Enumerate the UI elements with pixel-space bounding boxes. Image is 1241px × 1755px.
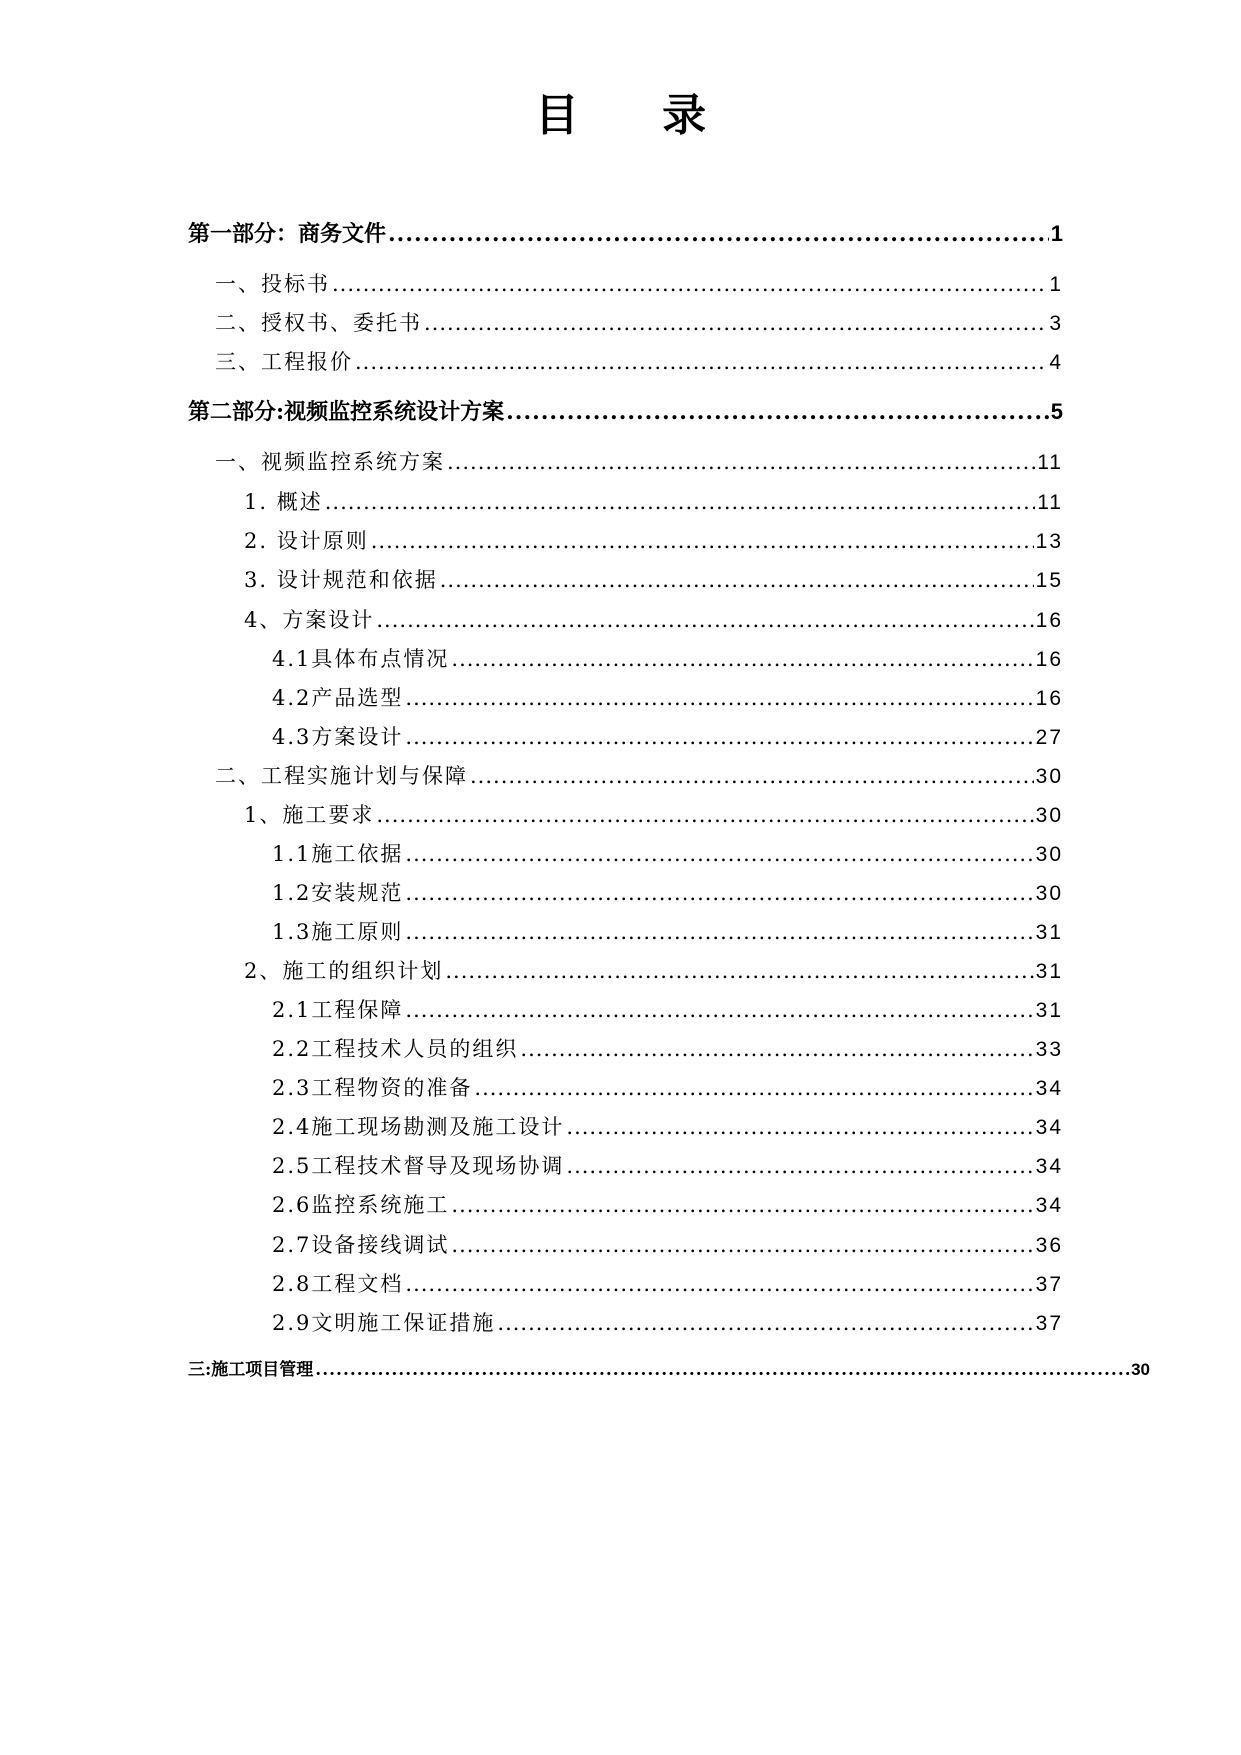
toc-entry	[188, 218, 1063, 250]
dot-leader	[405, 1268, 1033, 1300]
toc-entry-label: 1.2安装规范	[272, 881, 404, 905]
dot-leader	[445, 955, 1033, 987]
dot-leader	[506, 396, 1049, 428]
dot-leader	[474, 1072, 1033, 1104]
dot-leader	[332, 268, 1047, 300]
dot-leader	[388, 218, 1049, 250]
toc-entry-page-number: 31	[1035, 921, 1063, 944]
toc-entry-page-number: 13	[1035, 530, 1063, 553]
dot-leader	[355, 346, 1047, 378]
toc-entry-label: 三:施工项目管理	[188, 1360, 314, 1380]
toc-entry-label: 一、投标书	[215, 272, 330, 296]
dot-leader	[376, 604, 1033, 636]
toc-entry-page-number: 1	[1049, 273, 1063, 296]
toc-entry	[215, 346, 1063, 378]
toc-entry-page-number: 34	[1035, 1116, 1063, 1139]
dot-leader	[371, 525, 1034, 557]
toc-entry	[272, 1033, 1063, 1065]
toc-entry-label: 2.8工程文档	[272, 1272, 404, 1296]
dot-leader	[451, 643, 1033, 675]
toc-entry-label: 一、视频监控系统方案	[215, 450, 445, 474]
dot-leader	[440, 564, 1034, 596]
toc-entry-page-number: 30	[1035, 843, 1063, 866]
toc-entry	[215, 307, 1063, 339]
dot-leader	[470, 760, 1034, 792]
toc-entry-label: 第一部分：商务文件	[188, 221, 387, 247]
toc-entry-label: 2.6监控系统施工	[272, 1193, 450, 1217]
toc-entry-label: 二、工程实施计划与保障	[215, 764, 468, 788]
toc-entry-page-number: 15	[1035, 569, 1063, 592]
dot-leader	[405, 916, 1033, 948]
toc-entry-page-number: 31	[1035, 960, 1063, 983]
toc-entry	[272, 1268, 1063, 1300]
toc-entry-label: 2. 设计原则	[244, 529, 369, 553]
toc-entry-label: 2.5工程技术督导及现场协调	[272, 1154, 565, 1178]
toc-entry	[244, 799, 1063, 831]
toc-entry	[244, 486, 1063, 518]
toc-entry-label: 1.3施工原则	[272, 920, 404, 944]
dot-leader	[566, 1111, 1033, 1143]
toc-entry-page-number: 3	[1049, 312, 1063, 335]
dot-leader	[497, 1307, 1033, 1339]
page-title: 目 录	[534, 90, 741, 141]
toc-entry-label: 4.3方案设计	[272, 725, 404, 749]
dot-leader	[405, 682, 1033, 714]
toc-entry-label: 2.4施工现场勘测及施工设计	[272, 1115, 565, 1139]
toc-entry-label: 2.2工程技术人员的组织	[272, 1037, 519, 1061]
dot-leader	[405, 838, 1033, 870]
toc-entry-page-number: 30	[1131, 1360, 1150, 1379]
toc-entry	[244, 955, 1063, 987]
toc-entry	[244, 564, 1063, 596]
toc-entry-page-number: 16	[1035, 609, 1063, 632]
dot-leader	[451, 1229, 1033, 1261]
toc-entry	[272, 877, 1063, 909]
dot-leader	[315, 1354, 1129, 1386]
toc-entry-page-number: 33	[1035, 1038, 1063, 1061]
toc-entry	[272, 916, 1063, 948]
toc-entry	[272, 1072, 1063, 1104]
toc-entry-label: 4、方案设计	[244, 608, 375, 632]
dot-leader	[405, 877, 1033, 909]
dot-leader	[405, 994, 1033, 1026]
toc-entry	[215, 268, 1063, 300]
toc-entry-label: 1、施工要求	[244, 803, 375, 827]
toc-entry-label: 1. 概述	[244, 490, 323, 514]
toc-entry	[272, 1111, 1063, 1143]
dot-leader	[424, 307, 1047, 339]
toc-entry	[244, 604, 1063, 636]
toc-entry-label: 4.1具体布点情况	[272, 647, 450, 671]
toc-entry	[272, 1150, 1063, 1182]
toc-entry	[215, 760, 1063, 792]
dot-leader	[405, 721, 1033, 753]
toc-entry-page-number: 11	[1037, 451, 1063, 474]
toc-entry-label: 2.3工程物资的准备	[272, 1076, 473, 1100]
toc-entry-page-number: 34	[1035, 1155, 1063, 1178]
toc-entry-label: 3. 设计规范和依据	[244, 568, 438, 592]
toc-entry-page-number: 11	[1037, 491, 1063, 514]
toc-entry-page-number: 30	[1035, 882, 1063, 905]
toc-entry-page-number: 5	[1050, 399, 1063, 424]
toc-entry-label: 第二部分:视频监控系统设计方案	[188, 399, 505, 425]
toc-entry-page-number: 37	[1035, 1273, 1063, 1296]
toc-entry	[188, 1354, 1150, 1386]
toc-entry-label: 2.1工程保障	[272, 998, 404, 1022]
toc-entry-page-number: 1	[1050, 221, 1063, 246]
toc-entry	[244, 525, 1063, 557]
toc-entry-page-number: 16	[1035, 648, 1063, 671]
toc-entry-page-number: 30	[1035, 804, 1063, 827]
toc-entry-page-number: 34	[1035, 1077, 1063, 1100]
toc-entry	[272, 994, 1063, 1026]
toc-entry-page-number: 16	[1035, 687, 1063, 710]
toc-entry-label: 二、授权书、委托书	[215, 311, 422, 335]
toc-entry	[272, 1189, 1063, 1221]
toc-entry-label: 2.9文明施工保证措施	[272, 1311, 496, 1335]
toc-entry	[272, 838, 1063, 870]
toc-entry-page-number: 37	[1035, 1312, 1063, 1335]
toc-entry-label: 2、施工的组织计划	[244, 959, 444, 983]
dot-leader	[520, 1033, 1033, 1065]
toc-entry	[272, 682, 1063, 714]
toc-entry-page-number: 27	[1035, 726, 1063, 749]
toc-entry-page-number: 4	[1049, 351, 1063, 374]
toc-entry-label: 2.7设备接线调试	[272, 1233, 450, 1257]
toc-entry-page-number: 34	[1035, 1194, 1063, 1217]
dot-leader	[325, 486, 1035, 518]
toc-entry-page-number: 36	[1035, 1234, 1063, 1257]
toc-entry	[188, 396, 1063, 428]
toc-entry-page-number: 30	[1035, 765, 1063, 788]
dot-leader	[447, 446, 1035, 478]
dot-leader	[566, 1150, 1033, 1182]
dot-leader	[376, 799, 1033, 831]
toc-entry	[272, 643, 1063, 675]
toc-entry	[272, 721, 1063, 753]
toc-entry-label: 1.1施工依据	[272, 842, 404, 866]
toc-entry-label: 三、工程报价	[215, 350, 353, 374]
toc-entry	[272, 1229, 1063, 1261]
toc-entry	[215, 446, 1063, 478]
dot-leader	[451, 1189, 1033, 1221]
toc-entry-label: 4.2产品选型	[272, 686, 404, 710]
toc-entry-page-number: 31	[1035, 999, 1063, 1022]
toc-entry	[272, 1307, 1063, 1339]
